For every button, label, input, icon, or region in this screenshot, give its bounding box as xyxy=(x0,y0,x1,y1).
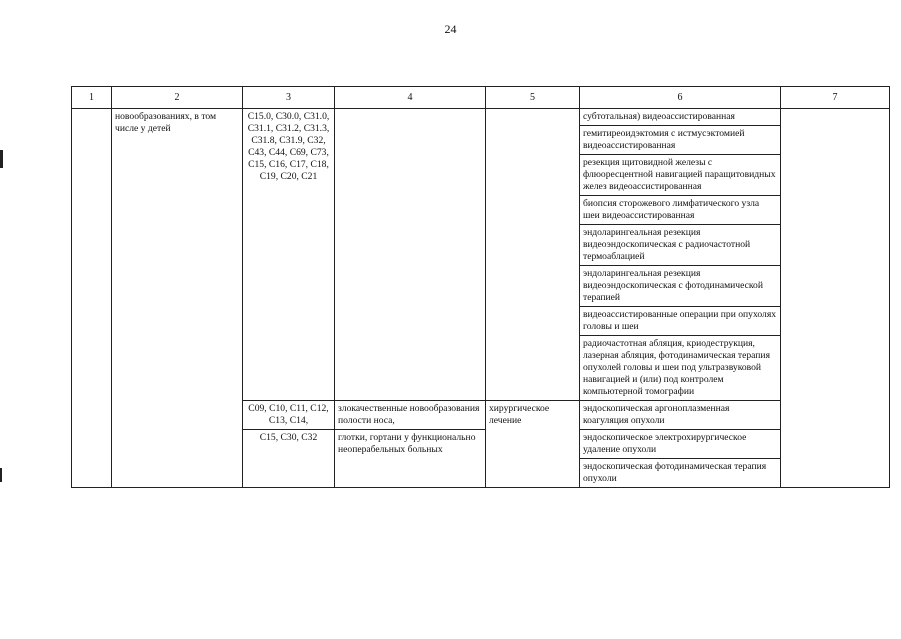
cell-disease-group: новообразованиях, в том числе у детей xyxy=(112,109,243,488)
operation-cell: эндоларингеальная резекция видеоэндоскопическая с радиочастотной термоаблацией xyxy=(580,225,781,266)
column-header-2: 2 xyxy=(112,87,243,109)
operation-cell: эндоскопическое электрохирургическое удаление опухоли xyxy=(580,430,781,459)
column-header-6: 6 xyxy=(580,87,781,109)
medical-procedures-table xyxy=(71,86,890,488)
cell-col4-empty xyxy=(335,109,486,401)
operation-cell: биопсия сторожевого лимфатического узла шеи видеоассистированная xyxy=(580,196,781,225)
cell-col7 xyxy=(781,109,890,488)
operation-cell: субтотальная) видеоассистированная xyxy=(580,109,781,126)
column-header-3: 3 xyxy=(243,87,335,109)
table-row xyxy=(72,109,890,126)
cell-icd-codes-2a: C09, C10, C11, C12, C13, C14, xyxy=(243,401,335,430)
column-header-5: 5 xyxy=(486,87,580,109)
margin-scan-mark xyxy=(0,150,3,168)
cell-diagnosis-b: глотки, гортани у функционально неоперабельных больных xyxy=(335,430,486,488)
header-row xyxy=(72,87,890,109)
operation-cell: эндоскопическая аргоноплазменная коагуляция опухоли xyxy=(580,401,781,430)
margin-scan-mark xyxy=(0,468,2,482)
operation-cell: резекция щитовидной железы с флюоресцентной навигацией паращитовидных желез видеоассистированная xyxy=(580,155,781,196)
column-header-4: 4 xyxy=(335,87,486,109)
page-number: 24 xyxy=(444,22,457,36)
operation-cell: гемитиреоидэктомия с истмусэктомией видеоассистированная xyxy=(580,126,781,155)
operation-cell: эндоскопическая фотодинамическая терапия опухоли xyxy=(580,459,781,488)
cell-col5-empty xyxy=(486,109,580,401)
cell-icd-codes: C15.0, C30.0, C31.0, C31.1, C31.2, C31.3, C31.8, C31.9, C32, C43, C44, C69, C73, C15, C16, C17, C18, C19, C20, C21 xyxy=(243,109,335,401)
cell-col1 xyxy=(72,109,112,488)
cell-diagnosis-a: злокачественные новообразования полости носа, xyxy=(335,401,486,430)
cell-treatment-type: хирургическое лечение xyxy=(486,401,580,488)
column-header-1: 1 xyxy=(72,87,112,109)
cell-icd-codes-2b: C15, C30, C32 xyxy=(243,430,335,488)
operation-cell: видеоассистированные операции при опухолях головы и шеи xyxy=(580,307,781,336)
operation-cell: эндоларингеальная резекция видеоэндоскопическая с фотодинамической терапией xyxy=(580,266,781,307)
operation-cell: радиочастотная абляция, криодеструкция, лазерная абляция, фотодинамическая терапия опухолей головы и шеи под ультразвуковой навигацией и (или) под контролем компьютерной томографии xyxy=(580,336,781,401)
column-header-7: 7 xyxy=(781,87,890,109)
